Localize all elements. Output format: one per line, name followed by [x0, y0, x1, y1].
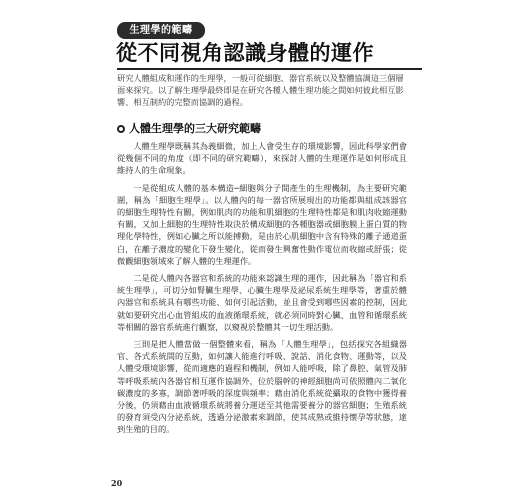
body-paragraph: 二是從人體內各器官和系統的功能來認識生理的運作，因此稱為「器官和系統生理學」，可切分如腎臟生理學、心臟生理學及泌尿系統生理學等，著重於體內器官和系統具有哪些功能、如何引起活動，並且會受到哪些因素的控制，因此就如要研究出心血管組成的血液循環系統，就必須同時對心臟、血管和循環系統等相關的器官系統進行觀察，以窺視於整體其一切生理活動。 — [117, 273, 407, 332]
body-paragraph: 一是從組成人體的基本構造─細胞與分子間產生的生理機制，為主要研究範圍，稱為「細胞生理學」。以人體內的每一器官所展現出的功能都與組成該器官的細胞生理特性有關，例如肌肉的功能和肌細胞的生理特性都是和肌肉收縮運動有關，又加上細胞的生理特性取決於構成細胞的各種胞器或細胞膜上蛋白質的物理化學特性，例如心臟之所以能搏動，是由於心肌細胞中含有特殊的離子通道蛋白，在離子濃度的變化下發生變化，從而發生興奮性動作電位而收縮或舒張；從微觀細胞領域來了解人體的生理運作。 — [117, 182, 407, 266]
page-number: 20 — [111, 478, 123, 488]
body-paragraph: 人體生理學既稱其為義細微，加上人會受生存的環境影響，因此科學家們會從幾個不同的角度（即不同的研究範疇），來探討人體的生理運作是如何形成且維持人的生命現象。 — [117, 141, 407, 176]
intro-text — [117, 72, 407, 109]
body-paragraph: 三則是把人體當做一個整體來看，稱為「人體生理學」，包括探究各組織器官、各式系統間的互動，如何讓人能進行呼吸、說話、消化食物、運動等，以及人體受環境影響，從而適應的過程和機制，例如人能呼吸，除了鼻腔、氣管及肺等呼吸系統內各器官相互運作協調外，位於腦幹的神經細胞尚可依照體內二氧化碳濃度的多寡，調節著呼吸的深度與頻率；藉由消化系統從攝取的食物中獲得養分後，仍須藉由血液循環系統將養分運送至其他需要養分的器官細胞；生殖系統的發育須受內分泌系統，透過分泌激素來調節，使其成熟或維持懷孕等狀態，達到生殖的目的。 — [117, 339, 407, 435]
page-title: 從不同視角認識身體的運作 — [116, 40, 374, 65]
circle-bullet-icon — [117, 125, 125, 133]
title-divider — [117, 68, 422, 70]
intro-paragraph: 研究人體組成和運作的生理學，一般可從細胞、器官系統以及整體協調這三個層面來探究。以了解生理學最終即是在研究各種人體生理功能之間如何彼此相互影響、相互制約的完整而協調的過程。 — [117, 73, 404, 108]
section-heading — [117, 122, 261, 136]
section-title: 人體生理學的三大研究範疇 — [129, 122, 261, 135]
chapter-tag: 生理學的範疇 — [117, 22, 205, 39]
section-body — [117, 140, 407, 441]
